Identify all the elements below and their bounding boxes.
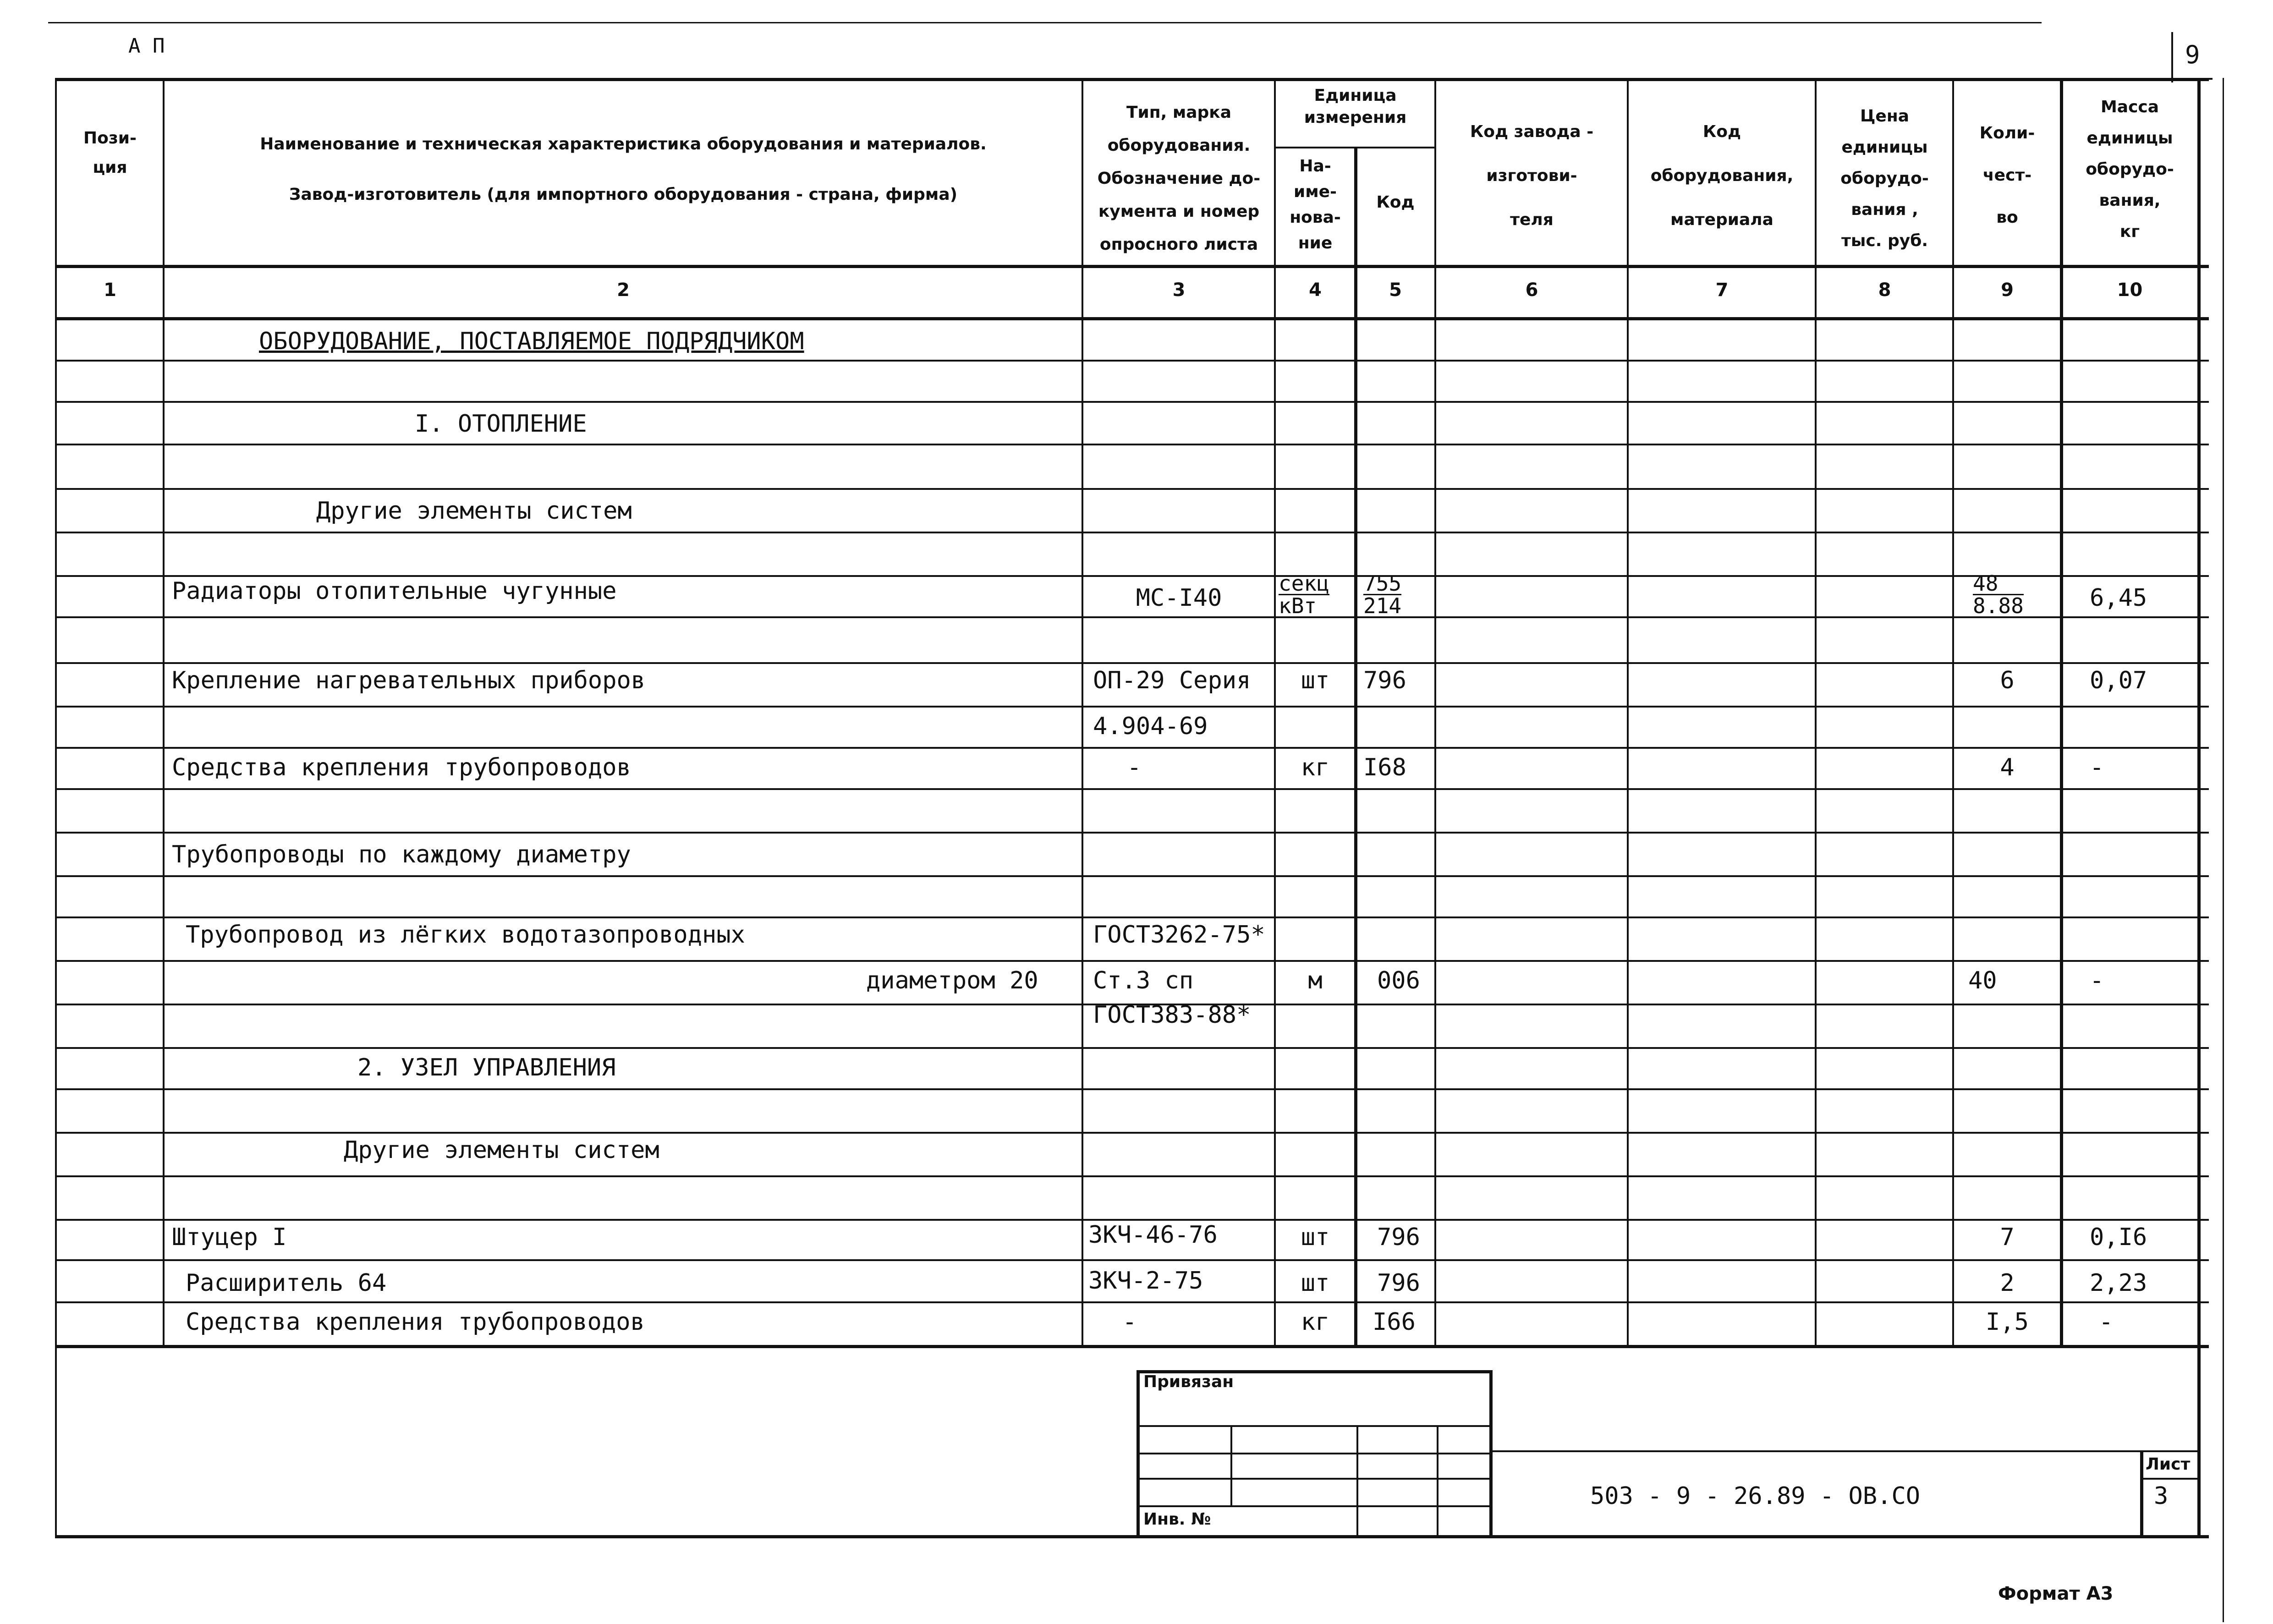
item-type: МС-I40 (1136, 584, 1222, 612)
header-text: материала (1670, 210, 1773, 229)
stamp-hline (1489, 1450, 2200, 1452)
header-text: единицы (1841, 138, 1928, 157)
item-code: 796 (1363, 667, 1406, 694)
hline (55, 575, 2209, 577)
item-qty: 40 (1968, 967, 1997, 994)
col-number: 8 (1878, 280, 1891, 301)
item-type: - (1122, 1308, 1137, 1336)
stamp-inv-label: Инв. № (1143, 1510, 1211, 1529)
header-text: Единица (1314, 86, 1397, 105)
item-unit: шт (1301, 1269, 1330, 1297)
unit-bottom: кВт (1279, 593, 1317, 618)
vline (55, 78, 57, 1537)
col-number: 3 (1172, 280, 1186, 301)
header-text: вания, (2099, 191, 2161, 210)
hline (55, 401, 2209, 403)
item-code: I68 (1363, 754, 1406, 781)
hline (55, 488, 2209, 490)
header-text: кг (2119, 222, 2140, 241)
stamp-hline (2140, 1478, 2200, 1480)
header-text: Обозначение до- (1097, 169, 1261, 188)
item-name: Трубопровод из лёгких водотазопроводных (186, 921, 745, 949)
header-type (1084, 96, 1274, 261)
item-mass: 2,23 (2090, 1269, 2147, 1297)
outer-right-line (2223, 78, 2224, 1622)
hline (55, 1259, 2209, 1261)
stamp-vline (1230, 1425, 1232, 1505)
col-number: 7 (1715, 280, 1729, 301)
col-number: 6 (1525, 280, 1538, 301)
section-heating: I. ОТОПЛЕНИЕ (415, 410, 587, 438)
stamp-vline (1136, 1370, 1140, 1535)
item-qty-fraction (1973, 573, 2024, 616)
header-text: оборудования, (1650, 166, 1794, 185)
item-code: I66 (1373, 1308, 1416, 1336)
section-control-unit: 2. УЗЕЛ УПРАВЛЕНИЯ (357, 1054, 616, 1081)
item-qty: 2 (2000, 1269, 2015, 1297)
item-name-line2: диаметром 20 (866, 967, 1038, 994)
item-mass: - (2090, 967, 2104, 994)
header-factory-code (1437, 110, 1627, 242)
header-text: вания , (1851, 200, 1918, 219)
item-qty: I,5 (1986, 1308, 2029, 1336)
item-qty: 6 (2000, 667, 2015, 694)
item-type: ЗКЧ-46-76 (1088, 1221, 1218, 1249)
item-code: 796 (1377, 1223, 1420, 1251)
document-code: 503 - 9 - 26.89 - ОВ.СО (1590, 1482, 1921, 1510)
item-name: Крепление нагревательных приборов (172, 667, 646, 694)
vline (1354, 147, 1357, 1345)
header-text: Тип, марка (1126, 103, 1232, 122)
vline (1434, 78, 1436, 1345)
header-text: Код завода - (1470, 122, 1594, 141)
hline (55, 1301, 2209, 1303)
item-group-title: Трубопроводы по каждому диаметру (172, 841, 631, 868)
stamp-linked-label: Привязан (1143, 1372, 1234, 1391)
item-unit: кг (1301, 754, 1330, 781)
page-number-box-left (2171, 32, 2173, 82)
sheet-label: Лист (2146, 1455, 2191, 1474)
hline (55, 78, 2209, 81)
qty-bottom: 8.88 (1973, 593, 2024, 618)
header-text: нова- (1290, 208, 1341, 227)
header-text: ция (93, 158, 127, 177)
hline (55, 616, 2209, 618)
header-text: чест- (1982, 166, 2032, 185)
header-quantity (1955, 112, 2060, 239)
item-type-line2: Ст.3 сп (1093, 967, 1194, 994)
item-type: ГОСТ3262-75* (1093, 921, 1265, 949)
top-edge-line (48, 22, 2042, 23)
item-type-line3: ГОСТ383-88* (1093, 1001, 1251, 1029)
hline (55, 1047, 2209, 1049)
vline (163, 78, 165, 1345)
header-text: тыс. руб. (1841, 231, 1928, 250)
header-text: кумента и номер (1098, 202, 1260, 221)
item-name: Радиаторы отопительные чугунные (172, 577, 617, 605)
header-text: оборудо- (1840, 169, 1929, 188)
header-text: Завод-изготовитель (для импортного оборудования - страна, фирма) (289, 185, 958, 204)
item-type: ЗКЧ-2-75 (1088, 1267, 1203, 1295)
unit-top: секц (1279, 571, 1329, 596)
hline (55, 1088, 2209, 1090)
header-position (57, 124, 163, 182)
subsection-other-elements: Другие элементы систем (344, 1136, 659, 1164)
hline (55, 1175, 2209, 1177)
subsection-other-elements: Другие элементы систем (316, 497, 632, 525)
item-unit: кг (1301, 1308, 1330, 1336)
stamp-vline (2140, 1450, 2143, 1535)
hline (55, 960, 2209, 962)
item-name: Средства крепления трубопроводов (186, 1308, 645, 1336)
item-code: 006 (1377, 967, 1420, 994)
item-unit: м (1308, 967, 1323, 994)
header-unit-group (1276, 85, 1434, 129)
item-type: ОП-29 Серия (1093, 667, 1251, 694)
stamp-vline (1356, 1425, 1358, 1535)
item-name: Расширитель 64 (186, 1269, 387, 1297)
vline (1815, 78, 1817, 1345)
hline (55, 1535, 2209, 1538)
header-unit-name (1276, 154, 1354, 256)
item-name: Штуцер I (172, 1223, 287, 1251)
header-mass (2062, 92, 2197, 247)
header-text: Код (1702, 122, 1741, 141)
hline (55, 747, 2209, 749)
hline (55, 832, 2209, 834)
format-label: Формат А3 (1998, 1583, 2114, 1604)
header-text: измерения (1304, 108, 1407, 127)
hline (55, 317, 2209, 320)
header-text: Пози- (83, 129, 137, 148)
header-text: изготови- (1486, 166, 1577, 185)
hline (55, 788, 2209, 790)
header-text: Масса (2100, 98, 2159, 116)
item-code-fraction (1363, 573, 1401, 616)
vline (2197, 78, 2201, 1537)
code-top: 755 (1363, 571, 1402, 596)
col-number: 1 (104, 280, 116, 301)
item-qty: 4 (2000, 754, 2015, 781)
item-mass: 6,45 (2090, 584, 2147, 612)
col-number: 4 (1309, 280, 1322, 301)
item-code: 796 (1377, 1269, 1420, 1297)
section-title-contractor: ОБОРУДОВАНИЕ, ПОСТАВЛЯЕМОЕ ПОДРЯДЧИКОМ (259, 328, 804, 355)
hline (55, 1132, 2209, 1134)
item-qty: 7 (2000, 1223, 2015, 1251)
hline (55, 875, 2209, 877)
item-name: Средства крепления трубопроводов (172, 754, 631, 781)
vline (1274, 78, 1276, 1345)
top-left-mark: А П (128, 34, 165, 58)
header-equipment-code (1629, 110, 1815, 242)
item-unit: шт (1301, 667, 1330, 694)
item-unit-fraction (1279, 573, 1329, 616)
col-number: 9 (2001, 280, 2014, 301)
page-number: 9 (2185, 40, 2200, 69)
hline (55, 1219, 2209, 1221)
hline (55, 1345, 2209, 1348)
hline (55, 532, 2209, 533)
header-text: оборудо- (2086, 160, 2174, 179)
header-text: во (1996, 208, 2018, 227)
header-text: Наименование и техническая характеристика оборудования и материалов. (260, 135, 987, 154)
col-number: 2 (617, 280, 630, 301)
item-mass: - (2099, 1308, 2114, 1336)
item-unit: шт (1301, 1223, 1330, 1251)
stamp-vline (1437, 1425, 1438, 1535)
sheet-number: 3 (2154, 1482, 2169, 1510)
hline (55, 916, 2209, 918)
header-text: Цена (1860, 107, 1909, 126)
item-type-line2: 4.904-69 (1093, 713, 1208, 740)
vline (1627, 78, 1629, 1345)
header-price (1817, 101, 1952, 257)
header-text: На- (1299, 157, 1331, 176)
item-type: - (1127, 754, 1142, 781)
hline (55, 662, 2209, 664)
hline (55, 265, 2209, 268)
header-text: единицы (2086, 129, 2173, 148)
header-text: Коли- (1979, 124, 2035, 143)
item-mass: 0,I6 (2090, 1223, 2147, 1251)
vline (1952, 78, 1954, 1345)
hline (55, 444, 2209, 445)
qty-top: 48 (1973, 573, 2024, 595)
header-text: опросного листа (1099, 235, 1258, 254)
header-text: име- (1293, 182, 1337, 201)
vline (2060, 78, 2063, 1345)
code-bottom: 214 (1363, 593, 1402, 618)
col-number: 5 (1389, 280, 1402, 301)
header-name (165, 119, 1082, 220)
stamp-vline (1489, 1370, 1493, 1535)
vline (1082, 78, 1083, 1345)
header-text: ние (1298, 234, 1333, 252)
header-unit-code: Код (1376, 193, 1415, 212)
hline (55, 706, 2209, 708)
col-number: 10 (2117, 280, 2143, 301)
item-mass: 0,07 (2090, 667, 2147, 694)
header-text: теля (1510, 210, 1554, 229)
header-text: оборудования. (1107, 136, 1251, 155)
hline (55, 360, 2209, 362)
item-mass: - (2090, 754, 2104, 781)
